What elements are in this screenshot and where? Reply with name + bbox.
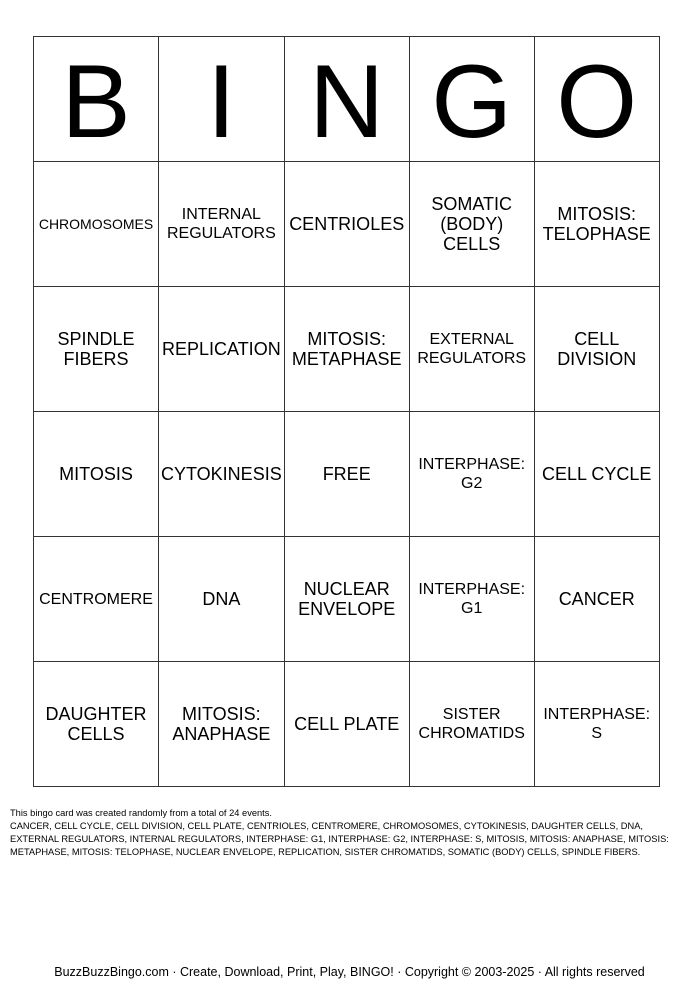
bingo-cell: INTERPHASE: S (534, 662, 659, 787)
bingo-row (34, 662, 660, 787)
bingo-cell: REPLICATION (159, 287, 285, 412)
bingo-cell: INTERPHASE: G1 (409, 537, 534, 662)
bingo-cell: CELL DIVISION (534, 287, 659, 412)
bingo-cell: MITOSIS: TELOPHASE (534, 162, 659, 287)
bingo-cell: MITOSIS (34, 412, 159, 537)
bingo-row (34, 287, 660, 412)
bingo-cell: CENTROMERE (34, 537, 159, 662)
bingo-row (34, 412, 660, 537)
bingo-cell: CELL PLATE (284, 662, 409, 787)
bingo-cell: CYTOKINESIS (159, 412, 285, 537)
header-letter-n: N (284, 37, 409, 162)
bingo-cell: CHROMOSOMES (34, 162, 159, 287)
header-letter-b: B (34, 37, 159, 162)
bingo-row (34, 162, 660, 287)
header-letter-o: O (534, 37, 659, 162)
bingo-cell: NUCLEAR ENVELOPE (284, 537, 409, 662)
bingo-cell: CELL CYCLE (534, 412, 659, 537)
bingo-cell: SPINDLE FIBERS (34, 287, 159, 412)
card-info (10, 807, 685, 859)
footer-copyright: BuzzBuzzBingo.com · Create, Download, Print, Play, BINGO! · Copyright © 2003-2025 · All rights reserved (54, 965, 645, 979)
bingo-card (33, 36, 660, 787)
bingo-cell: INTERPHASE: G2 (409, 412, 534, 537)
bingo-cell: CENTRIOLES (284, 162, 409, 287)
bingo-cell: INTERNAL REGULATORS (159, 162, 285, 287)
bingo-cell: MITOSIS: METAPHASE (284, 287, 409, 412)
bingo-cell: EXTERNAL REGULATORS (409, 287, 534, 412)
card-info-summary: This bingo card was created randomly from a total of 24 events. (10, 808, 272, 818)
card-info-event-list: CANCER, CELL CYCLE, CELL DIVISION, CELL PLATE, CENTRIOLES, CENTROMERE, CHROMOSOMES, CYTOKINESIS, DAUGHTER CELLS, DNA, EXTERNAL REGULATORS, INTERNAL REGULATORS, INTERPHASE: G1, INTERPHASE: G2, INTERPHASE: S, MITOSIS, MITOSIS: ANAPHASE, MITOSIS: METAPHASE, MITOSIS: TELOPHASE, NUCLEAR ENVELOPE, REPLICATION, SISTER CHROMATIDS, SOMATIC (BODY) CELLS, SPINDLE FIBERS. (10, 821, 669, 857)
bingo-cell: DNA (159, 537, 285, 662)
header-letter-g: G (409, 37, 534, 162)
bingo-cell: CANCER (534, 537, 659, 662)
bingo-cell: MITOSIS: ANAPHASE (159, 662, 285, 787)
bingo-cell: SOMATIC (BODY) CELLS (409, 162, 534, 287)
bingo-row (34, 537, 660, 662)
free-space-cell: FREE (284, 412, 409, 537)
bingo-cell: SISTER CHROMATIDS (409, 662, 534, 787)
header-letter-i: I (159, 37, 285, 162)
bingo-cell: DAUGHTER CELLS (34, 662, 159, 787)
bingo-header-row (34, 37, 660, 162)
